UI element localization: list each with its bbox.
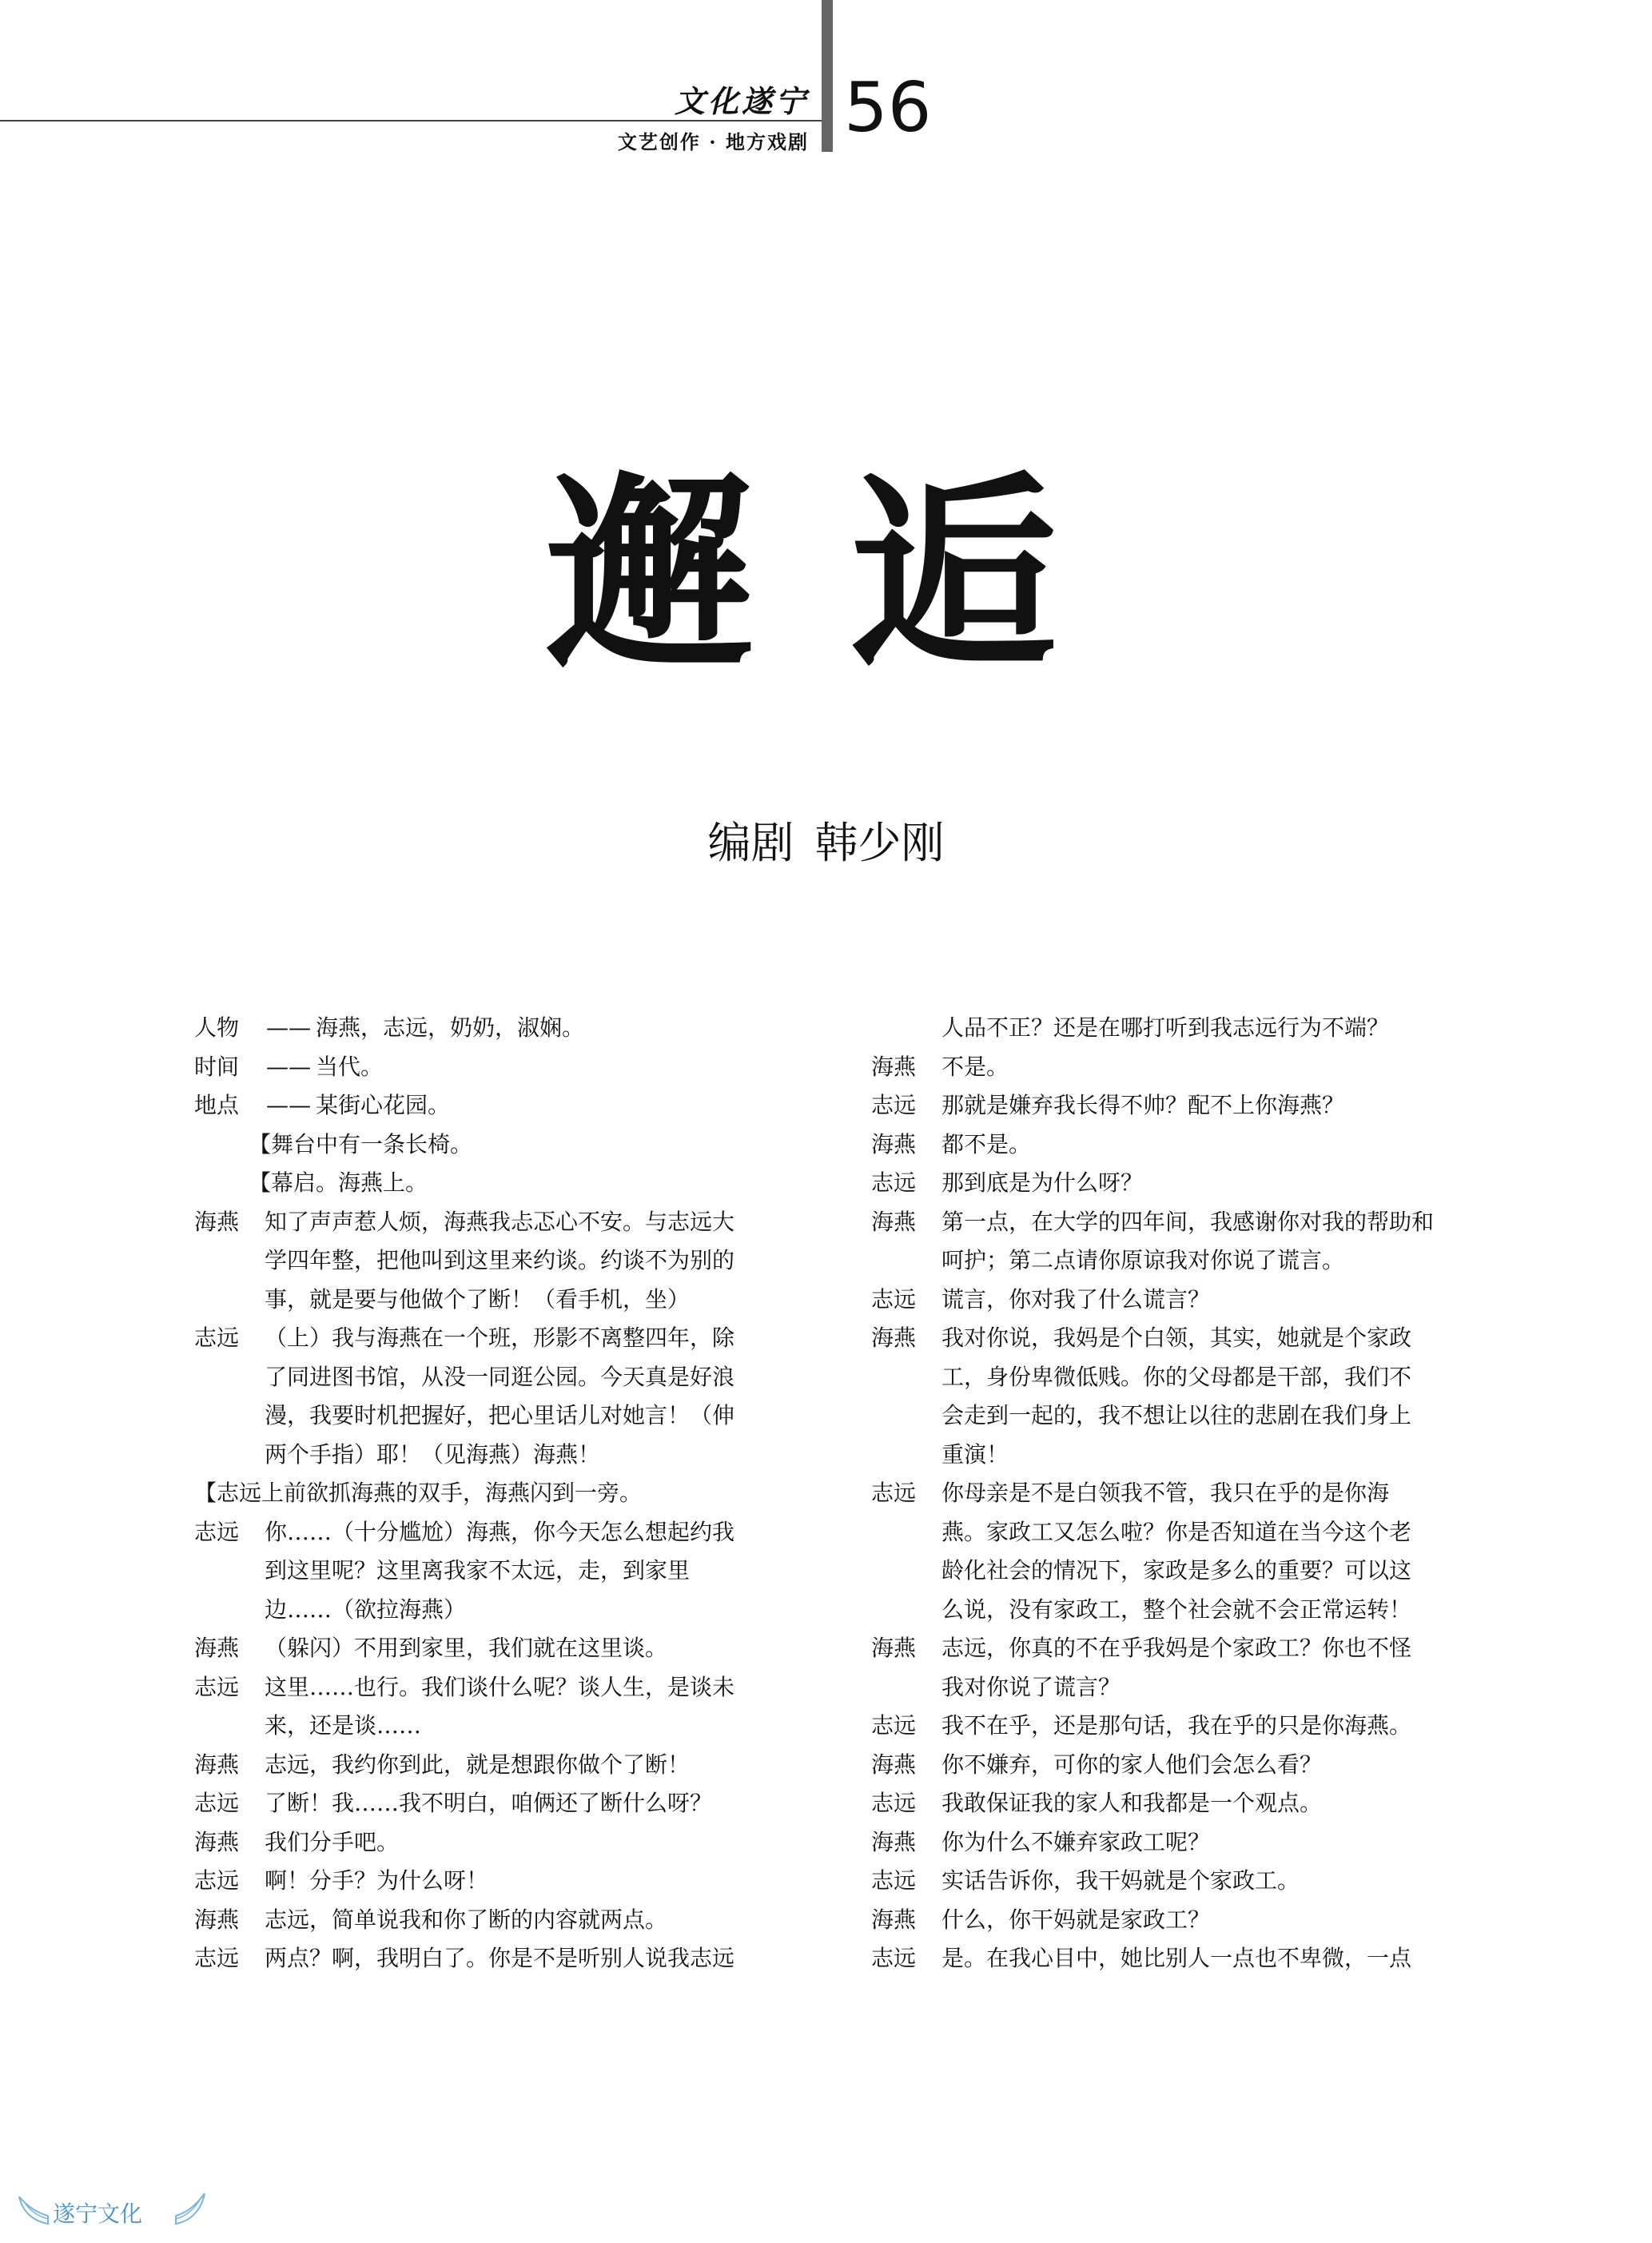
dialogue-line <box>871 1164 1459 1203</box>
speaker-name: 海燕 <box>871 1208 917 1235</box>
stage-direction: 【幕启。海燕上。 <box>249 1169 428 1196</box>
dialogue-continuation: 两个手指）耶！（见海燕）海燕！ <box>265 1440 601 1468</box>
dialogue-text: 知了声声惹人烦，海燕我忐忑心不安。与志远大 <box>265 1208 735 1235</box>
dialogue-line <box>871 1125 1459 1165</box>
header-divider-bar <box>822 0 833 152</box>
dialogue-text: 那就是嫌弃我长得不帅？配不上你海燕？ <box>941 1092 1345 1118</box>
stage-direction: 【志远上前欲抓海燕的双手，海燕闪到一旁。 <box>194 1480 643 1506</box>
dialogue-continuation: 到这里呢？这里离我家不太远，走，到家里 <box>265 1557 691 1584</box>
dialogue-continuation: 会走到一起的，我不想让以往的悲剧在我们身上 <box>941 1402 1412 1428</box>
speaker-name: 志远 <box>871 1790 917 1816</box>
speaker-name: 海燕 <box>194 1208 240 1235</box>
speaker-name: 志远 <box>871 1169 917 1196</box>
dialogue-line <box>871 1784 1459 1823</box>
stage-direction: 【舞台中有一条长椅。 <box>249 1130 473 1157</box>
dialogue-line <box>871 1862 1459 1901</box>
dialogue-line <box>871 1281 1459 1320</box>
dialogue-text: 这里……也行。我们谈什么呢？谈人生，是谈未 <box>265 1673 735 1700</box>
dialogue-line <box>194 1203 786 1242</box>
dialogue-line <box>194 1668 786 1707</box>
dialogue-continuation: 么说，没有家政工，整个社会就不会正常运转！ <box>941 1596 1412 1623</box>
speaker-name: 志远 <box>194 1867 240 1894</box>
speaker-name: 海燕 <box>194 1828 240 1855</box>
dialogue-continuation: 工，身份卑微低贱。你的父母都是干部，我们不 <box>941 1363 1412 1390</box>
dialogue-line <box>194 1513 786 1552</box>
meta-key: 地点 <box>194 1092 240 1118</box>
meta-dash: —— <box>266 1092 311 1118</box>
section-subtitle: 文艺创作 · 地方戏剧 <box>617 130 809 153</box>
dialogue-continuation: 燕。家政工又怎么啦？你是否知道在当今这个老 <box>941 1518 1412 1545</box>
dialogue-continuation: 人品不正？还是在哪打听到我志远行为不端？ <box>941 1014 1390 1041</box>
dialogue-line <box>871 1319 1459 1358</box>
dialogue-continuation: 事，就是要与他做个了断！（看手机，坐） <box>265 1285 691 1313</box>
author-line <box>0 809 1652 871</box>
dialogue-text: 你不嫌弃，可你的家人他们会怎么看？ <box>941 1751 1323 1778</box>
meta-block <box>194 1009 786 1125</box>
dialogue-text: 不是。 <box>941 1053 1009 1080</box>
dialogue-text: 实话告诉你，我干妈就是个家政工。 <box>941 1867 1300 1894</box>
speaker-name: 志远 <box>194 1673 240 1700</box>
dialogue-text: 两点？啊，我明白了。你是不是听别人说我志远 <box>265 1945 735 1971</box>
meta-value: 某街心花园。 <box>316 1092 451 1118</box>
dialogue-text: 第一点，在大学的四年间，我感谢你对我的帮助和 <box>941 1208 1435 1235</box>
dialogue-line <box>194 1629 786 1668</box>
speaker-name: 海燕 <box>871 1828 917 1855</box>
dialogue-line <box>871 1086 1459 1125</box>
dialogue-line <box>871 1939 1459 1978</box>
dialogue-line <box>194 1746 786 1785</box>
speaker-name: 海燕 <box>871 1635 917 1661</box>
speaker-name: 志远 <box>871 1480 917 1506</box>
footer-logo: 遂宁文化 <box>53 2201 143 2227</box>
speaker-name: 海燕 <box>194 1906 240 1933</box>
dialogue-text: 那到底是为什么呀？ <box>941 1169 1144 1196</box>
speaker-name: 海燕 <box>871 1906 917 1933</box>
dialogue-continuation: 了同进图书馆，从没一同逛公园。今天真是好浪 <box>265 1363 735 1390</box>
section-title: 文化遂宁 <box>674 83 809 119</box>
speaker-name: 志远 <box>871 1285 917 1313</box>
speaker-name: 志远 <box>871 1092 917 1118</box>
dialogue-continuation: 重演！ <box>941 1440 1009 1468</box>
speaker-name: 海燕 <box>871 1053 917 1080</box>
meta-row <box>194 1086 786 1125</box>
speaker-name: 志远 <box>194 1945 240 1971</box>
speaker-name: 海燕 <box>871 1751 917 1778</box>
dialogue-line <box>871 1707 1459 1746</box>
meta-value: 当代。 <box>316 1053 384 1080</box>
right-column <box>871 1009 1459 1978</box>
dialogue-text: （躲闪）不用到家里，我们就在这里谈。 <box>265 1635 668 1661</box>
dialogue-text: 你母亲是不是白领我不管，我只在乎的是你海 <box>941 1480 1390 1506</box>
dialogue-line <box>194 1939 786 1978</box>
dialogue-line <box>871 1901 1459 1940</box>
dialogue-text: 志远，你真的不在乎我妈是个家政工？你也不怪 <box>941 1635 1412 1661</box>
meta-key: 时间 <box>194 1053 240 1080</box>
speaker-name: 志远 <box>871 1867 917 1894</box>
script-lines-left <box>194 1125 786 1978</box>
dialogue-line <box>194 1901 786 1940</box>
dialogue-line <box>871 1048 1459 1087</box>
left-column <box>194 1009 786 1978</box>
dialogue-continuation: 龄化社会的情况下，家政是多么的重要？可以这 <box>941 1557 1412 1584</box>
dialogue-text: 是。在我心目中，她比别人一点也不卑微，一点 <box>941 1945 1412 1971</box>
dialogue-text: 志远，我约你到此，就是想跟你做个了断！ <box>265 1751 691 1778</box>
meta-dash: —— <box>266 1014 311 1041</box>
dialogue-line <box>871 1203 1459 1242</box>
meta-key: 人物 <box>194 1014 240 1041</box>
speaker-name: 志远 <box>194 1325 240 1351</box>
speaker-name: 志远 <box>194 1790 240 1816</box>
script-lines-right <box>871 1009 1459 1978</box>
speaker-name: 海燕 <box>194 1751 240 1778</box>
dialogue-text: 你为什么不嫌弃家政工呢？ <box>941 1828 1211 1855</box>
dialogue-line <box>871 1746 1459 1785</box>
dialogue-line <box>871 1629 1459 1668</box>
meta-value: 海燕，志远，奶奶，淑娴。 <box>316 1014 585 1041</box>
dialogue-continuation: 学四年整，把他叫到这里来约谈。约谈不为别的 <box>265 1247 735 1273</box>
speaker-name: 海燕 <box>194 1635 240 1661</box>
meta-row <box>194 1048 786 1087</box>
dialogue-line <box>194 1862 786 1901</box>
wing-left-icon <box>16 2192 51 2227</box>
dialogue-text: 了断！我……我不明白，咱俩还了断什么呀？ <box>265 1790 713 1816</box>
speaker-name: 海燕 <box>871 1130 917 1157</box>
dialogue-text: 你……（十分尴尬）海燕，你今天怎么想起约我 <box>265 1518 735 1545</box>
dialogue-text: 什么，你干妈就是家政工？ <box>941 1906 1211 1933</box>
dialogue-line <box>194 1784 786 1823</box>
dialogue-line <box>194 1319 786 1358</box>
dialogue-text: 谎言，你对我了什么谎言？ <box>941 1285 1211 1313</box>
dialogue-line <box>871 1474 1459 1513</box>
page-number: 56 <box>844 68 932 148</box>
dialogue-line <box>194 1823 786 1863</box>
author-role: 编剧 <box>707 818 794 868</box>
dialogue-line <box>871 1823 1459 1863</box>
dialogue-text: 我对你说，我妈是个白领，其实，她就是个家政 <box>941 1325 1412 1351</box>
article-title: 邂逅 <box>546 453 1154 697</box>
dialogue-continuation: 边……（欲拉海燕） <box>265 1596 467 1623</box>
meta-row <box>194 1009 786 1048</box>
speaker-name: 海燕 <box>871 1325 917 1351</box>
dialogue-text: （上）我与海燕在一个班，形影不离整四年，除 <box>265 1325 735 1351</box>
dialogue-text: 我不在乎，还是那句话，我在乎的只是你海燕。 <box>941 1712 1412 1739</box>
speaker-name: 志远 <box>871 1945 917 1971</box>
author-name: 韩少刚 <box>814 818 945 868</box>
meta-dash: —— <box>266 1053 311 1080</box>
dialogue-text: 都不是。 <box>941 1130 1032 1157</box>
speaker-name: 志远 <box>194 1518 240 1545</box>
dialogue-continuation: 我对你说了谎言？ <box>941 1673 1121 1700</box>
dialogue-text: 啊！分手？为什么呀！ <box>265 1867 489 1894</box>
dialogue-text: 志远，简单说我和你了断的内容就两点。 <box>265 1906 668 1933</box>
dialogue-text: 我们分手吧。 <box>265 1828 400 1855</box>
wing-right-icon <box>173 2190 208 2227</box>
dialogue-continuation: 来，还是谈…… <box>265 1712 422 1739</box>
dialogue-continuation: 呵护；第二点请你原谅我对你说了谎言。 <box>941 1247 1345 1273</box>
dialogue-continuation: 漫，我要时机把握好，把心里话儿对她言！（伸 <box>265 1402 735 1428</box>
speaker-name: 志远 <box>871 1712 917 1739</box>
dialogue-text: 我敢保证我的家人和我都是一个观点。 <box>941 1790 1323 1816</box>
